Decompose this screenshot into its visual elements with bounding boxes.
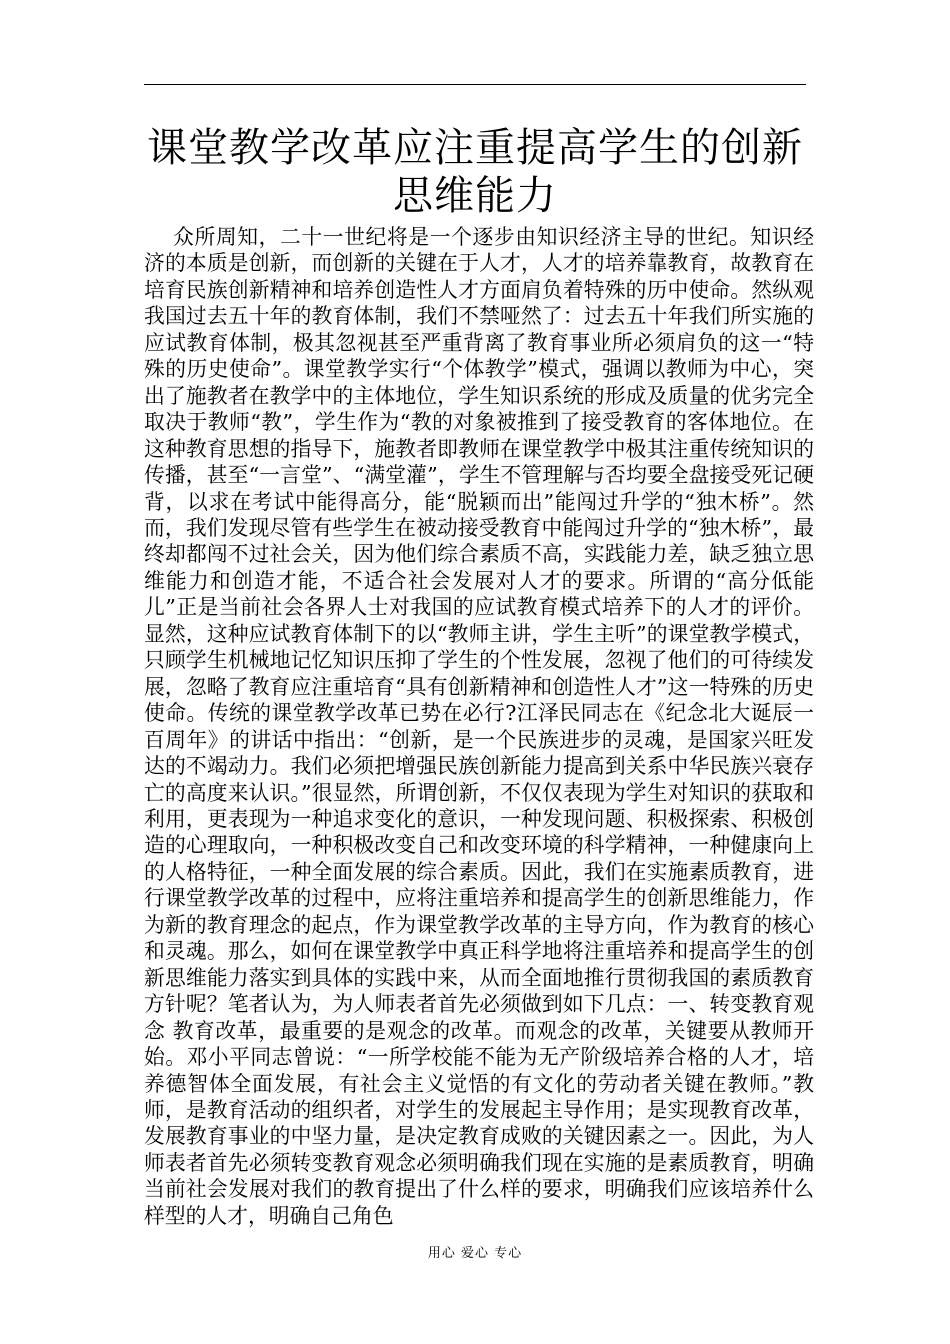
body-paragraph: 众所周知，二十一世纪将是一个逐步由知识经济主导的世纪。知识经济的本质是创新，而创新的关键在于人才，人才的培养靠教育，故教育在培育民族创新精神和培养创造性人才方面肩负着特殊的历中使命。然纵观我国过去五十年的教育体制，我们不禁哑然了：过去五十年我们所实施的应试教育体制，极其忽视甚至严重背离了教育事业所必须肩负的这一“特殊的历史使命”。课堂教学实行“个体教学”模式，强调以教师为中心，突出了施教者在教学中的主体地位，学生知识系统的形成及质量的优劣完全取决于教师“教”，学生作为“教的对象被推到了接受教育的客体地位。在这种教育思想的指导下，施教者即教师在课堂教学中极其注重传统知识的传播，甚至“一言堂”、“满堂灌”，学生不管理解与否均要全盘接受死记硬背，以求在考试中能得高分，能“脱颖而出”能闯过升学的“独木桥”。然而，我们发现尽管有些学生在被动接受教育中能闯过升学的“独木桥”，最终却都闯不过社会关，因为他们综合素质不高，实践能力差，缺乏独立思维能力和创造才能，不适合社会发展对人才的要求。所谓的“高分低能儿”正是当前社会各界人士对我国的应试教育模式培养下的人才的评价。显然，这种应试教育体制下的以“教师主讲，学生主听”的课堂教学模式，只顾学生机械地记忆知识压抑了学生的个性发展，忽视了他们的可待续发展，忽略了教育应注重培育“具有创新精神和创造性人才”这一特殊的历史使命。传统的课堂教学改革已势在必行?江泽民同志在《纪念北大诞辰一百周年》的讲话中指出：“创新，是一个民族进步的灵魂，是国家兴旺发达的不竭动力。我们必须把增强民族创新能力提高到关系中华民族兴衰存亡的高度来认识。”很显然，所谓创新，不仅仅表现为学生对知识的获取和利用，更表现为一种追求变化的意识，一种发现问题、积极探索、积极创造的心理取向，一种积极改变自己和改变环境的科学精神，一种健康向上的人格特征，一种全面发展的综合素质。因此，我们在实施素质教育，进行课堂教学改革的过程中，应将注重培养和提高学生的创新思维能力，作为新的教育理念的起点，作为课堂教学改革的主导方向，作为教育的核心和灵魂。那么，如何在课堂教学中真正科学地将注重培养和提高学生的创新思维能力落实到具体的实践中来，从而全面地推行贯彻我国的素质教育方针呢？笔者认为，为人师表者首先必须做到如下几点：一、转变教育观念 教育改革，最重要的是观念的改革。而观念的改革，关键要从教师开始。邓小平同志曾说：“一所学校能不能为无产阶级培养合格的人才，培养德智体全面发展，有社会主义觉悟的有文化的劳动者关键在教师。”教师，是教育活动的组织者，对学生的发展起主导作用；是实现教育改革，发展教育事业的中坚力量，是决定教育成败的关键因素之一。因此，为人师表者首先必须转变教育观念必须明确我们现在实施的是素质教育，明确当前社会发展对我们的教育提出了什么样的要求，明确我们应该培养什么样型的人才，明确自己角色 (144, 225, 814, 1228)
page-footer: 用心 爱心 专心 (427, 1246, 523, 1261)
document-title: 课堂教学改革应注重提高学生的创新思维能力 (147, 125, 803, 219)
header-rule (144, 84, 806, 85)
